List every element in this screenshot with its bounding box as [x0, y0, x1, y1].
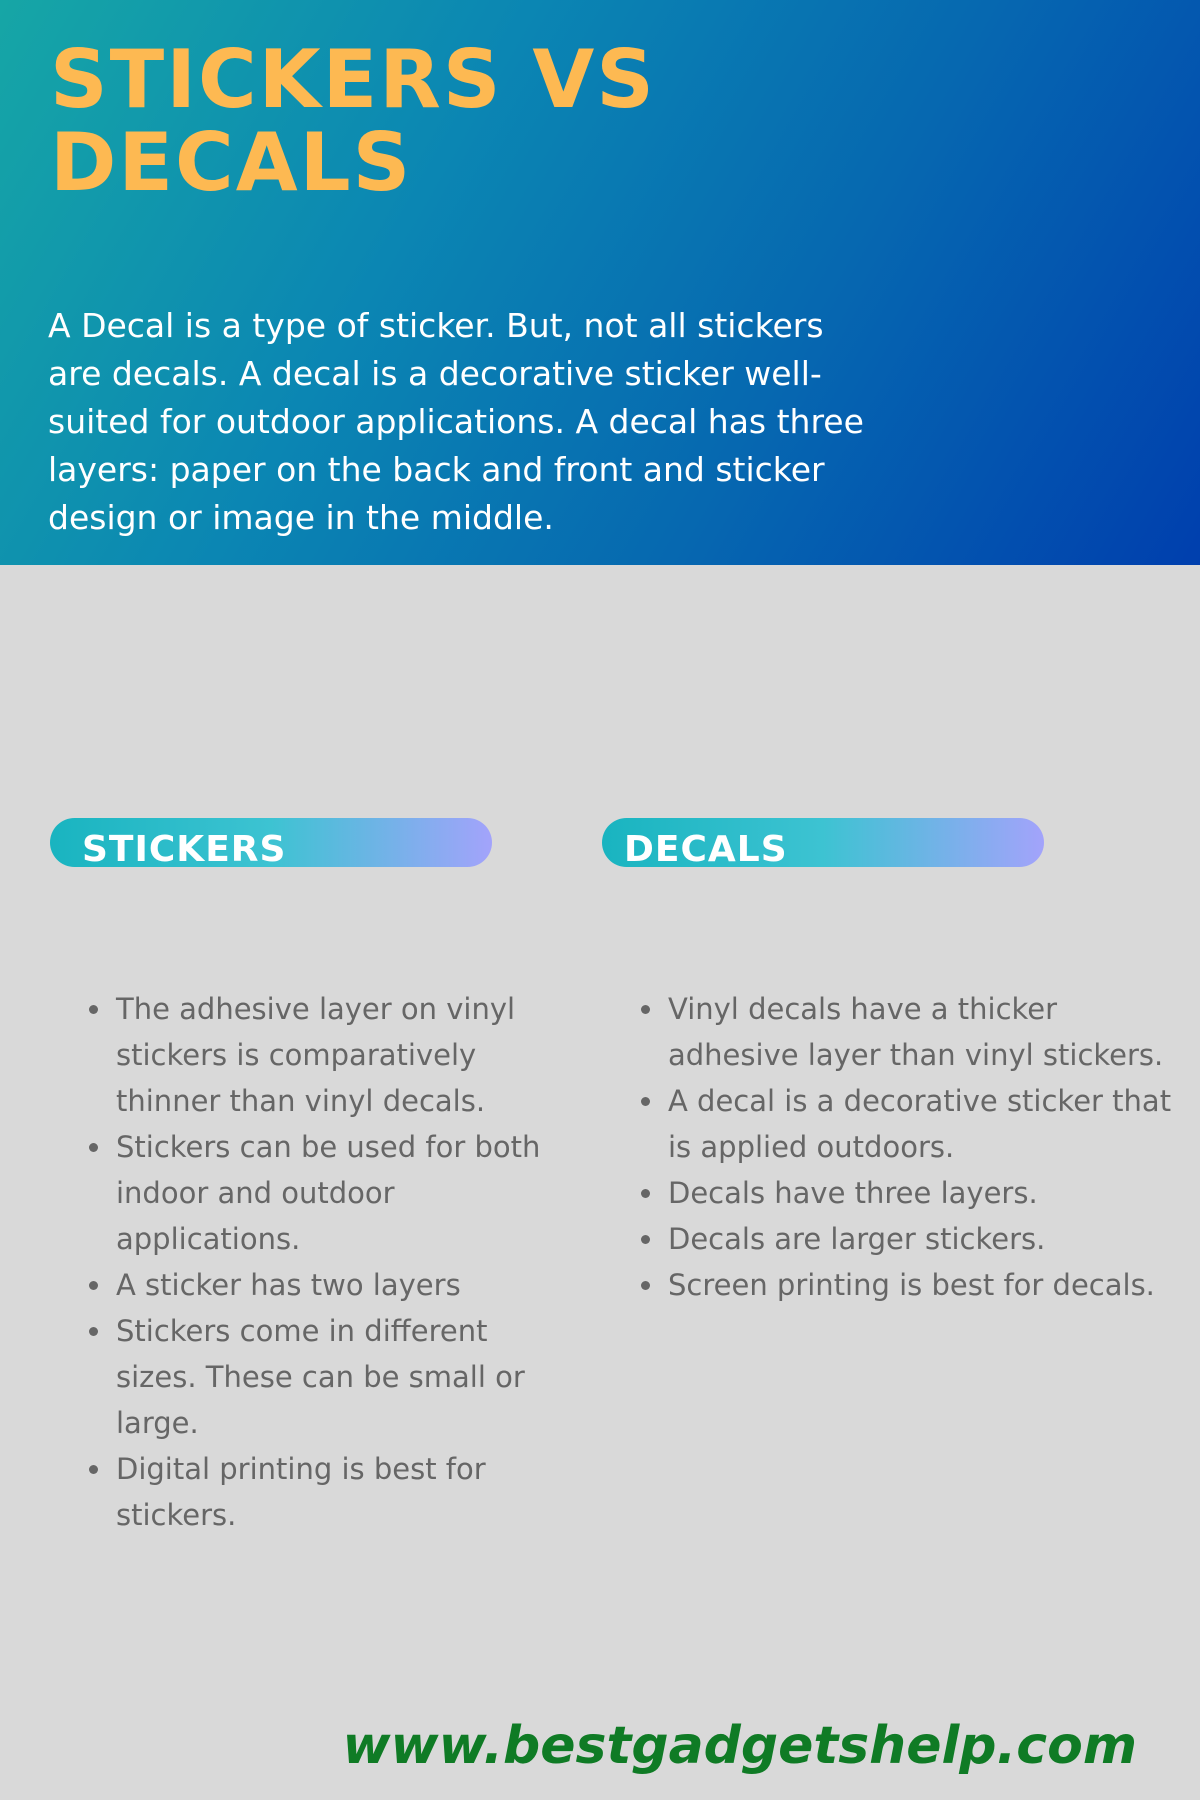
bullet-icon	[89, 1465, 98, 1474]
decals-heading-pill	[602, 818, 1044, 870]
list-item	[85, 1262, 555, 1308]
stickers-list	[85, 986, 555, 1538]
list-item-text: Digital printing is best for stickers.	[116, 1452, 486, 1532]
list-item-text: Stickers come in different sizes. These can be small or large.	[116, 1314, 525, 1440]
list-item-text: Decals have three layers.	[668, 1176, 1038, 1210]
list-item-text: A decal is a decorative sticker that is applied outdoors.	[668, 1084, 1172, 1164]
footer-website-link[interactable]: www.bestgadgetshelp.com	[342, 1716, 1137, 1776]
list-item	[85, 1446, 555, 1538]
bullet-icon	[641, 1189, 650, 1198]
bullet-icon	[641, 1235, 650, 1244]
decals-heading: DECALS	[624, 829, 788, 870]
list-item-text: Stickers can be used for both indoor and outdoor applications.	[116, 1130, 541, 1256]
decals-list	[637, 986, 1177, 1308]
list-item	[637, 1216, 1177, 1262]
bullet-icon	[641, 1281, 650, 1290]
bullet-icon	[89, 1327, 98, 1336]
list-item-text: Vinyl decals have a thicker adhesive layer than vinyl stickers.	[668, 992, 1164, 1072]
list-item-text: Screen printing is best for decals.	[668, 1268, 1155, 1302]
hero-banner	[0, 0, 1200, 565]
list-item	[637, 1170, 1177, 1216]
list-item	[85, 1308, 555, 1446]
list-item-text: A sticker has two layers	[116, 1268, 461, 1302]
bullet-icon	[89, 1143, 98, 1152]
list-item	[637, 986, 1177, 1078]
bullet-icon	[641, 1005, 650, 1014]
list-item	[85, 986, 555, 1124]
list-item-text: The adhesive layer on vinyl stickers is comparatively thinner than vinyl decals.	[116, 992, 516, 1118]
stickers-heading-pill	[50, 818, 492, 870]
list-item-text: Decals are larger stickers.	[668, 1222, 1046, 1256]
bullet-icon	[89, 1005, 98, 1014]
bullet-icon	[89, 1281, 98, 1290]
list-item	[637, 1078, 1177, 1170]
list-item	[85, 1124, 555, 1262]
list-item	[637, 1262, 1177, 1308]
bullet-icon	[641, 1097, 650, 1106]
intro-paragraph: A Decal is a type of sticker. But, not all stickers are decals. A decal is a decorative sticker well-suited for outdoor applications. A decal has three layers: paper on the back and front and sticker design or image in the middle.	[48, 306, 864, 537]
page-title: STICKERS VS DECALS	[50, 33, 656, 209]
stickers-heading: STICKERS	[82, 829, 287, 870]
